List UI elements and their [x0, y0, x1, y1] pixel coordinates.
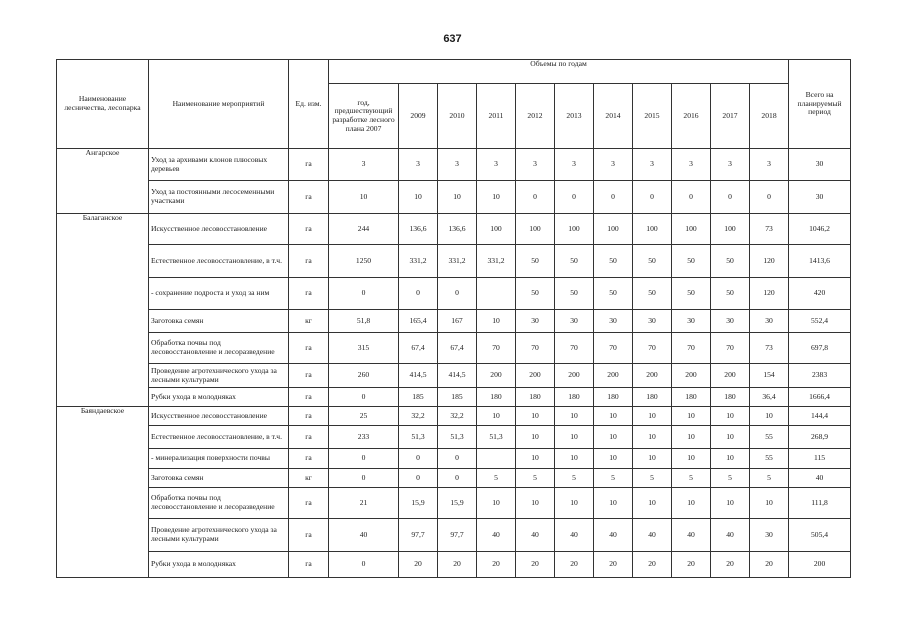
table-header: [57, 60, 851, 149]
value-cell: 10: [555, 488, 594, 519]
value-cell: 30: [750, 310, 789, 333]
value-cell: 40: [711, 519, 750, 552]
value-cell: 20: [594, 552, 633, 578]
value-cell: 30: [672, 310, 711, 333]
value-cell: 0: [555, 181, 594, 214]
value-cell: 10: [594, 449, 633, 469]
value-cell: 10: [516, 449, 555, 469]
value-cell: 200: [555, 364, 594, 388]
value-cell: [477, 449, 516, 469]
activity-name: Рубки ухода в молодняках: [149, 388, 289, 407]
value-cell: 70: [477, 333, 516, 364]
value-cell: 3: [477, 149, 516, 181]
table-row: [57, 469, 851, 488]
value-cell: 136,6: [399, 214, 438, 245]
value-cell: [477, 278, 516, 310]
total-cell: 40: [789, 469, 851, 488]
value-cell: 50: [516, 278, 555, 310]
value-cell: 30: [633, 310, 672, 333]
value-cell: 3: [516, 149, 555, 181]
value-cell: 100: [477, 214, 516, 245]
value-cell: 3: [329, 149, 399, 181]
value-cell: 10: [672, 426, 711, 449]
value-cell: 180: [672, 388, 711, 407]
value-cell: 10: [477, 310, 516, 333]
value-cell: 3: [399, 149, 438, 181]
value-cell: 5: [750, 469, 789, 488]
header-forestry: Наименование лесничества, лесопарка: [57, 60, 149, 149]
unit-cell: га: [289, 449, 329, 469]
value-cell: 3: [633, 149, 672, 181]
value-cell: 10: [672, 449, 711, 469]
header-year: 2014: [594, 84, 633, 149]
value-cell: 0: [329, 278, 399, 310]
value-cell: 3: [750, 149, 789, 181]
value-cell: 331,2: [399, 245, 438, 278]
value-cell: 20: [750, 552, 789, 578]
unit-cell: га: [289, 519, 329, 552]
value-cell: 3: [438, 149, 477, 181]
table-row: [57, 519, 851, 552]
value-cell: 180: [711, 388, 750, 407]
header-year: 2018: [750, 84, 789, 149]
total-cell: 552,4: [789, 310, 851, 333]
value-cell: 185: [438, 388, 477, 407]
value-cell: 10: [438, 181, 477, 214]
table-row: [57, 245, 851, 278]
table-row: [57, 310, 851, 333]
value-cell: 100: [594, 214, 633, 245]
value-cell: 70: [711, 333, 750, 364]
value-cell: 32,2: [399, 407, 438, 426]
value-cell: 0: [399, 469, 438, 488]
value-cell: 0: [399, 449, 438, 469]
activity-name: - минерализация поверхности почвы: [149, 449, 289, 469]
value-cell: 10: [594, 407, 633, 426]
unit-cell: га: [289, 426, 329, 449]
table-row: [57, 552, 851, 578]
value-cell: 0: [672, 181, 711, 214]
header-year: 2016: [672, 84, 711, 149]
header-unit: Ед. изм.: [289, 60, 329, 149]
total-cell: 1413,6: [789, 245, 851, 278]
activity-name: Естественное лесовосстановление, в т.ч.: [149, 426, 289, 449]
value-cell: 10: [594, 488, 633, 519]
header-activity: Наименование мероприятий: [149, 60, 289, 149]
table-row: [57, 449, 851, 469]
unit-cell: га: [289, 388, 329, 407]
value-cell: 15,9: [438, 488, 477, 519]
unit-cell: кг: [289, 469, 329, 488]
value-cell: 70: [555, 333, 594, 364]
value-cell: 50: [555, 278, 594, 310]
total-cell: 697,8: [789, 333, 851, 364]
value-cell: 200: [672, 364, 711, 388]
value-cell: 3: [555, 149, 594, 181]
value-cell: 5: [555, 469, 594, 488]
value-cell: 233: [329, 426, 399, 449]
value-cell: 0: [329, 388, 399, 407]
header-year: 2011: [477, 84, 516, 149]
value-cell: 0: [399, 278, 438, 310]
value-cell: 97,7: [399, 519, 438, 552]
value-cell: 180: [594, 388, 633, 407]
value-cell: 185: [399, 388, 438, 407]
value-cell: 50: [555, 245, 594, 278]
value-cell: 10: [633, 488, 672, 519]
unit-cell: га: [289, 181, 329, 214]
value-cell: 10: [477, 181, 516, 214]
value-cell: 5: [516, 469, 555, 488]
value-cell: 0: [633, 181, 672, 214]
table-row: [57, 181, 851, 214]
value-cell: 0: [594, 181, 633, 214]
value-cell: 10: [477, 488, 516, 519]
table-row: [57, 214, 851, 245]
value-cell: 50: [594, 278, 633, 310]
value-cell: 414,5: [438, 364, 477, 388]
value-cell: 180: [477, 388, 516, 407]
value-cell: 331,2: [438, 245, 477, 278]
table-row: [57, 426, 851, 449]
value-cell: 180: [633, 388, 672, 407]
value-cell: 154: [750, 364, 789, 388]
activity-name: Уход за постоянными лесосеменными участками: [149, 181, 289, 214]
table-body: [57, 149, 851, 578]
value-cell: 10: [633, 426, 672, 449]
activity-name: Искусственное лесовосстановление: [149, 407, 289, 426]
header-total: Всего на планируемый период: [789, 60, 851, 149]
value-cell: 40: [477, 519, 516, 552]
value-cell: 0: [750, 181, 789, 214]
value-cell: 10: [516, 407, 555, 426]
value-cell: 50: [711, 278, 750, 310]
value-cell: 20: [399, 552, 438, 578]
value-cell: 3: [672, 149, 711, 181]
value-cell: 200: [477, 364, 516, 388]
value-cell: 244: [329, 214, 399, 245]
value-cell: 40: [672, 519, 711, 552]
value-cell: 20: [555, 552, 594, 578]
total-cell: 30: [789, 149, 851, 181]
value-cell: 20: [477, 552, 516, 578]
value-cell: 97,7: [438, 519, 477, 552]
value-cell: 40: [633, 519, 672, 552]
value-cell: 0: [329, 552, 399, 578]
value-cell: 30: [516, 310, 555, 333]
value-cell: 260: [329, 364, 399, 388]
value-cell: 10: [750, 407, 789, 426]
total-cell: 1666,4: [789, 388, 851, 407]
total-cell: 1046,2: [789, 214, 851, 245]
total-cell: 268,9: [789, 426, 851, 449]
forest-plan-table: [56, 59, 851, 578]
activity-name: Заготовка семян: [149, 469, 289, 488]
value-cell: 10: [633, 407, 672, 426]
unit-cell: га: [289, 407, 329, 426]
table-row: [57, 149, 851, 181]
value-cell: 32,2: [438, 407, 477, 426]
value-cell: 20: [438, 552, 477, 578]
value-cell: 40: [555, 519, 594, 552]
header-volumes: Объемы по годам: [329, 60, 789, 84]
header-year: 2012: [516, 84, 555, 149]
value-cell: 5: [711, 469, 750, 488]
value-cell: 70: [633, 333, 672, 364]
value-cell: 120: [750, 245, 789, 278]
header-year: год, предшествующий разработке лесного плана 2007: [329, 84, 399, 149]
value-cell: 50: [633, 278, 672, 310]
forestry-name: Баяндаевское: [57, 407, 149, 578]
value-cell: 73: [750, 214, 789, 245]
value-cell: 50: [516, 245, 555, 278]
value-cell: 10: [516, 426, 555, 449]
value-cell: 165,4: [399, 310, 438, 333]
value-cell: 36,4: [750, 388, 789, 407]
activity-name: Обработка почвы под лесовосстановление и лесоразведение: [149, 333, 289, 364]
unit-cell: га: [289, 278, 329, 310]
unit-cell: га: [289, 214, 329, 245]
activity-name: Заготовка семян: [149, 310, 289, 333]
page-number: 637: [443, 33, 462, 45]
value-cell: 136,6: [438, 214, 477, 245]
value-cell: 10: [399, 181, 438, 214]
activity-name: - сохранение подроста и уход за ним: [149, 278, 289, 310]
value-cell: 30: [711, 310, 750, 333]
table-row: [57, 364, 851, 388]
value-cell: 1250: [329, 245, 399, 278]
value-cell: 331,2: [477, 245, 516, 278]
value-cell: 73: [750, 333, 789, 364]
value-cell: 10: [672, 407, 711, 426]
value-cell: 414,5: [399, 364, 438, 388]
value-cell: 10: [711, 449, 750, 469]
unit-cell: га: [289, 245, 329, 278]
unit-cell: кг: [289, 310, 329, 333]
value-cell: 50: [711, 245, 750, 278]
activity-name: Естественное лесовосстановление, в т.ч.: [149, 245, 289, 278]
table-row: [57, 407, 851, 426]
table-row: [57, 388, 851, 407]
value-cell: 200: [711, 364, 750, 388]
activity-name: Рубки ухода в молодняках: [149, 552, 289, 578]
total-cell: 111,8: [789, 488, 851, 519]
value-cell: 10: [711, 407, 750, 426]
value-cell: 5: [672, 469, 711, 488]
value-cell: 67,4: [399, 333, 438, 364]
value-cell: 167: [438, 310, 477, 333]
value-cell: 40: [594, 519, 633, 552]
value-cell: 50: [672, 278, 711, 310]
value-cell: 10: [555, 407, 594, 426]
value-cell: 30: [594, 310, 633, 333]
header-year: 2017: [711, 84, 750, 149]
value-cell: 55: [750, 449, 789, 469]
unit-cell: га: [289, 149, 329, 181]
value-cell: 0: [438, 469, 477, 488]
value-cell: 51,8: [329, 310, 399, 333]
value-cell: 3: [711, 149, 750, 181]
value-cell: 10: [594, 426, 633, 449]
total-cell: 115: [789, 449, 851, 469]
value-cell: 0: [438, 449, 477, 469]
forestry-name: Ангарское: [57, 149, 149, 214]
value-cell: 70: [516, 333, 555, 364]
unit-cell: га: [289, 552, 329, 578]
value-cell: 51,3: [399, 426, 438, 449]
value-cell: 200: [633, 364, 672, 388]
value-cell: 40: [329, 519, 399, 552]
total-cell: 505,4: [789, 519, 851, 552]
value-cell: 10: [711, 488, 750, 519]
header-year: 2015: [633, 84, 672, 149]
unit-cell: га: [289, 364, 329, 388]
value-cell: 180: [516, 388, 555, 407]
unit-cell: га: [289, 333, 329, 364]
value-cell: 20: [516, 552, 555, 578]
table-row: [57, 278, 851, 310]
value-cell: 51,3: [477, 426, 516, 449]
value-cell: 315: [329, 333, 399, 364]
value-cell: 100: [633, 214, 672, 245]
value-cell: 50: [672, 245, 711, 278]
value-cell: 51,3: [438, 426, 477, 449]
value-cell: 10: [329, 181, 399, 214]
value-cell: 120: [750, 278, 789, 310]
value-cell: 100: [672, 214, 711, 245]
value-cell: 0: [329, 449, 399, 469]
value-cell: 30: [555, 310, 594, 333]
table-row: [57, 488, 851, 519]
value-cell: 25: [329, 407, 399, 426]
value-cell: 55: [750, 426, 789, 449]
value-cell: 30: [750, 519, 789, 552]
value-cell: 50: [633, 245, 672, 278]
value-cell: 5: [594, 469, 633, 488]
value-cell: 100: [516, 214, 555, 245]
activity-name: Искусственное лесовосстановление: [149, 214, 289, 245]
value-cell: 100: [711, 214, 750, 245]
value-cell: 10: [516, 488, 555, 519]
value-cell: 10: [672, 488, 711, 519]
value-cell: 180: [555, 388, 594, 407]
total-cell: 144,4: [789, 407, 851, 426]
value-cell: 10: [750, 488, 789, 519]
value-cell: 0: [329, 469, 399, 488]
value-cell: 5: [633, 469, 672, 488]
value-cell: 200: [516, 364, 555, 388]
value-cell: 50: [594, 245, 633, 278]
value-cell: 5: [477, 469, 516, 488]
value-cell: 100: [555, 214, 594, 245]
value-cell: 0: [711, 181, 750, 214]
value-cell: 20: [672, 552, 711, 578]
value-cell: 0: [438, 278, 477, 310]
unit-cell: га: [289, 488, 329, 519]
value-cell: 0: [516, 181, 555, 214]
value-cell: 200: [594, 364, 633, 388]
total-cell: 420: [789, 278, 851, 310]
value-cell: 10: [711, 426, 750, 449]
header-year: 2010: [438, 84, 477, 149]
value-cell: 21: [329, 488, 399, 519]
value-cell: 40: [516, 519, 555, 552]
value-cell: 70: [672, 333, 711, 364]
value-cell: 10: [633, 449, 672, 469]
value-cell: 3: [594, 149, 633, 181]
activity-name: Проведение агротехнического ухода за лесными культурами: [149, 519, 289, 552]
activity-name: Обработка почвы под лесовосстановление и лесоразведение: [149, 488, 289, 519]
header-year: 2013: [555, 84, 594, 149]
value-cell: 67,4: [438, 333, 477, 364]
activity-name: Проведение агротехнического ухода за лесными культурами: [149, 364, 289, 388]
header-year: 2009: [399, 84, 438, 149]
forestry-name: Балаганское: [57, 214, 149, 407]
total-cell: 2383: [789, 364, 851, 388]
value-cell: 10: [555, 449, 594, 469]
table-row: [57, 333, 851, 364]
value-cell: 20: [711, 552, 750, 578]
activity-name: Уход за архивами клонов плюсовых деревьев: [149, 149, 289, 181]
value-cell: 70: [594, 333, 633, 364]
value-cell: 10: [477, 407, 516, 426]
value-cell: 10: [555, 426, 594, 449]
total-cell: 30: [789, 181, 851, 214]
value-cell: 20: [633, 552, 672, 578]
total-cell: 200: [789, 552, 851, 578]
value-cell: 15,9: [399, 488, 438, 519]
